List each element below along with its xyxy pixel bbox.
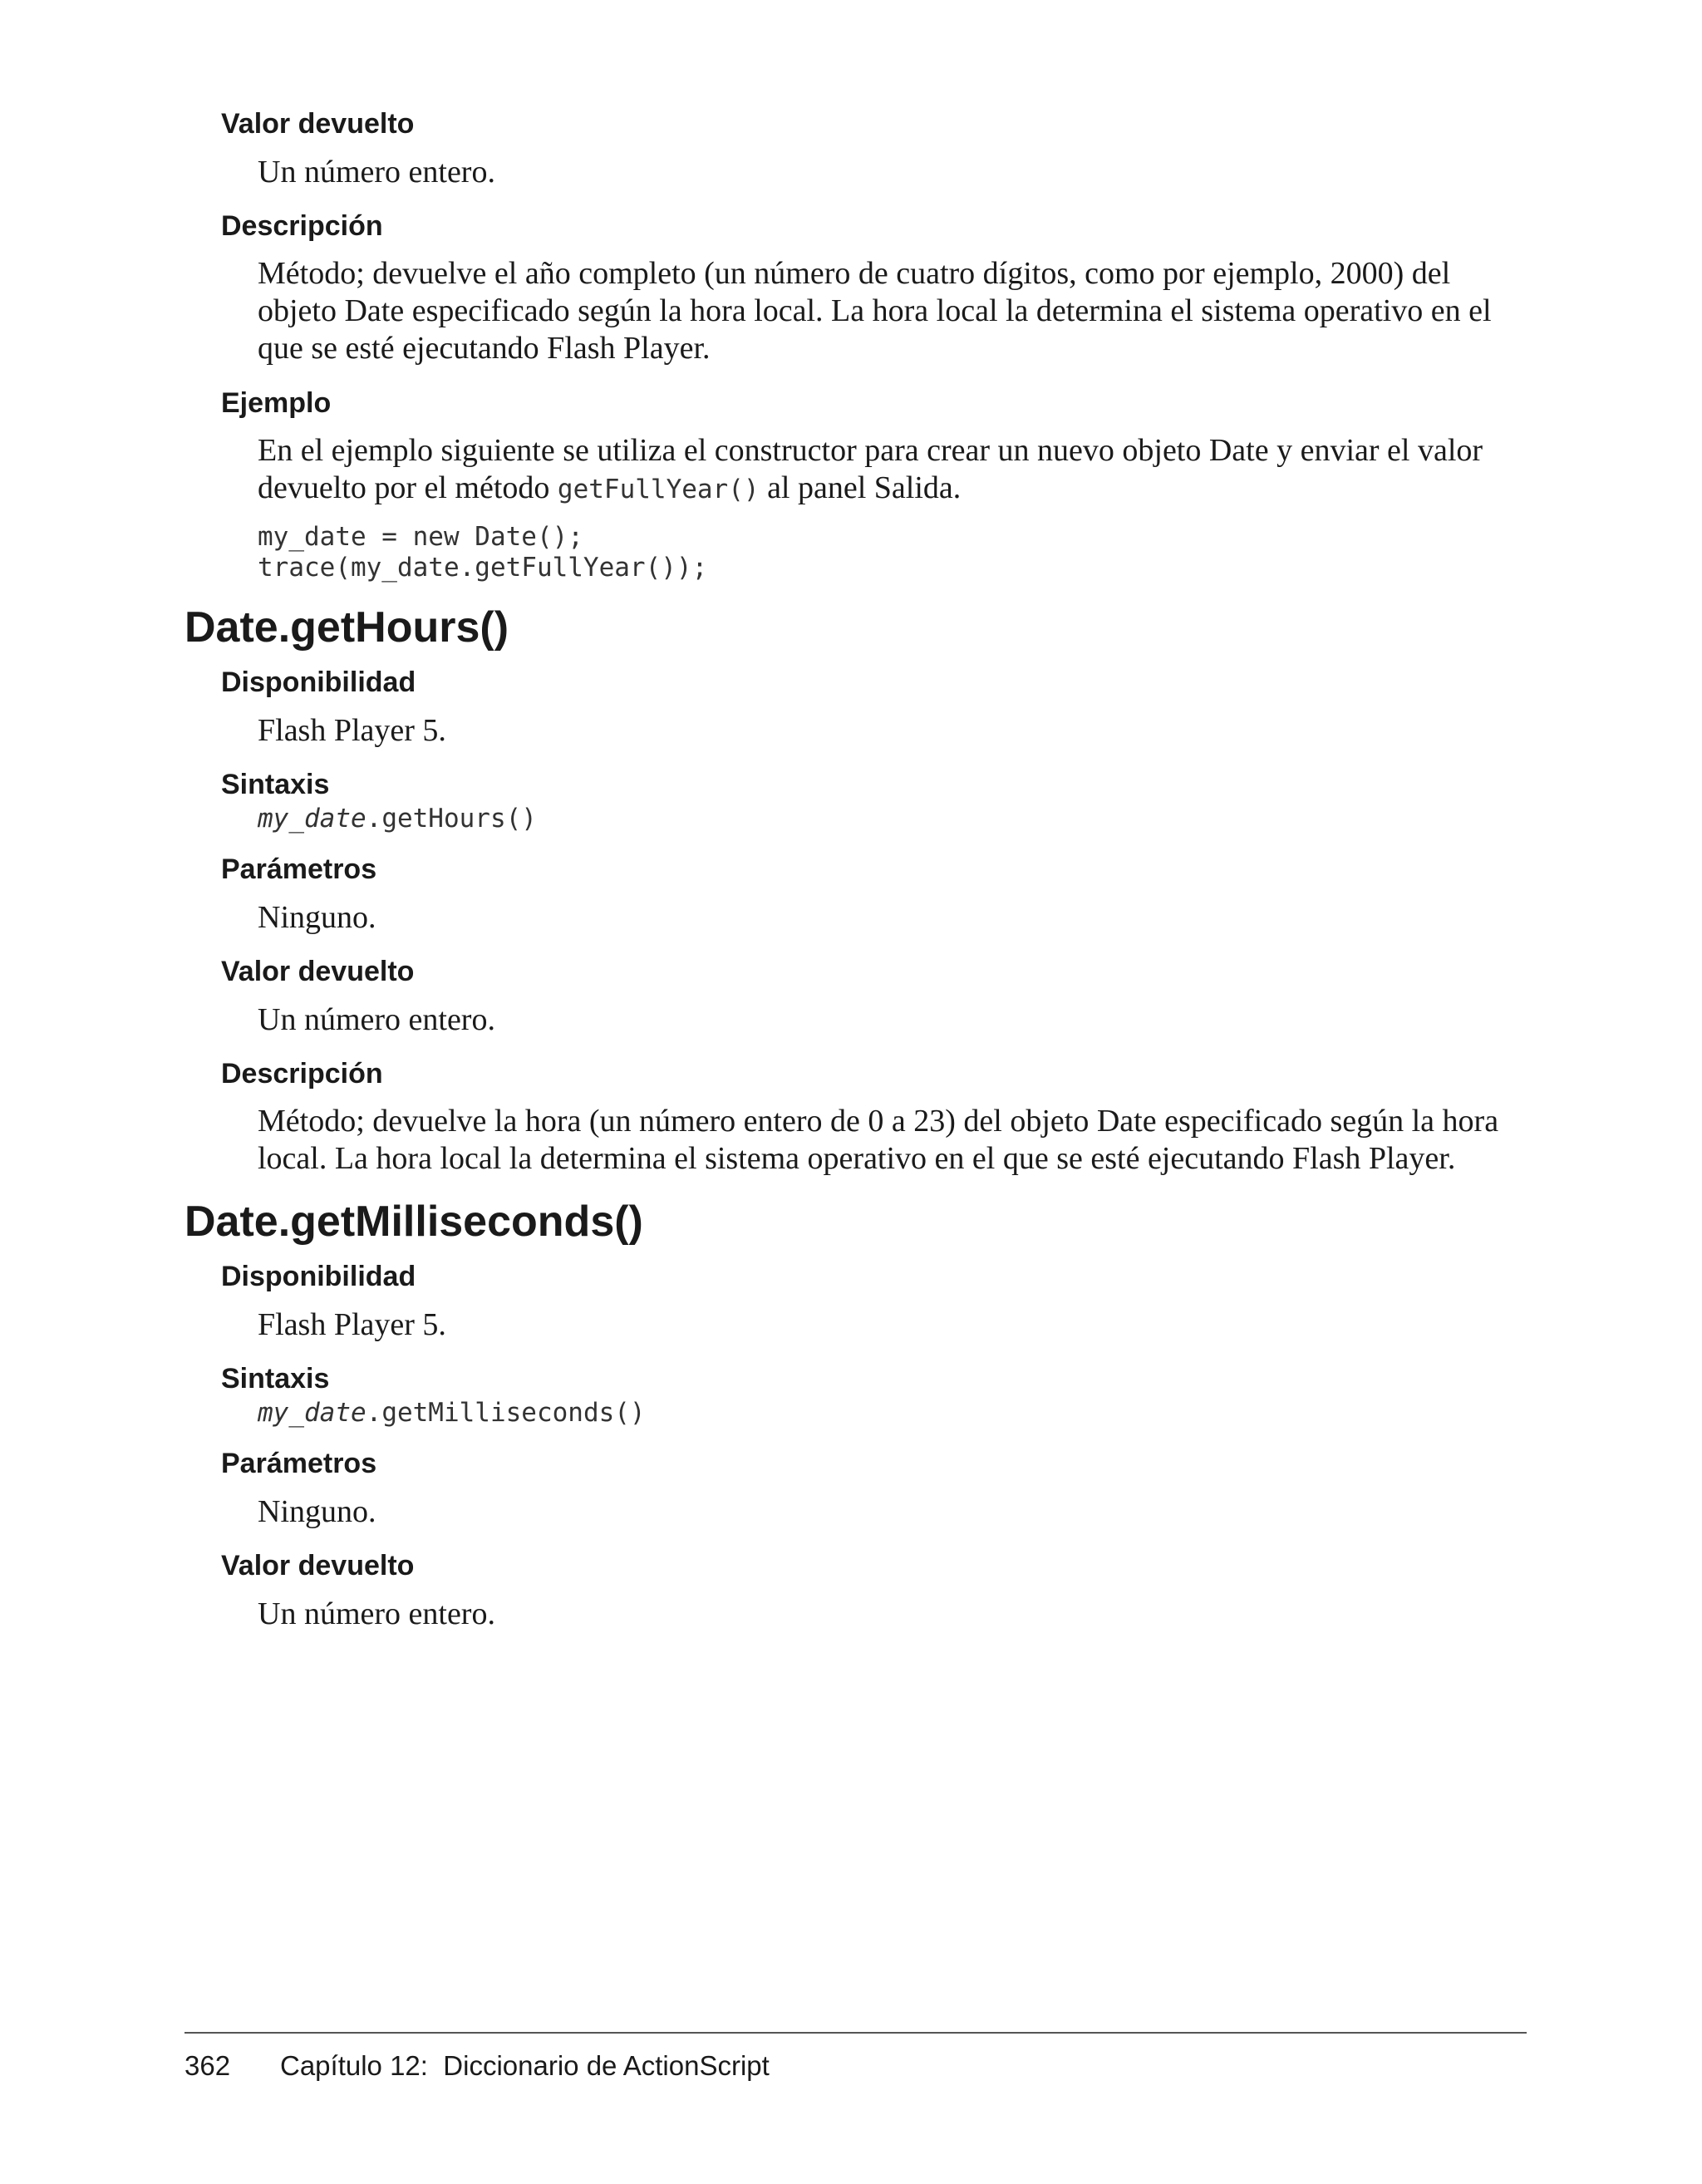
ejemplo-text-before: En el ejemplo siguiente se utiliza el constructor para crear un nuevo objeto Date y enviar el valor devuelto por el método — [258, 433, 1483, 505]
sintaxis-method: .getMilliseconds() — [366, 1398, 646, 1428]
section-title-gethours: Date.getHours() — [184, 603, 509, 652]
code-line: trace(my_date.getFullYear()); — [258, 553, 708, 583]
section-title-getmilliseconds: Date.getMilliseconds() — [184, 1198, 643, 1246]
disponibilidad-heading: Disponibilidad — [221, 667, 416, 698]
valor-devuelto-heading: Valor devuelto — [221, 956, 415, 987]
disponibilidad-heading: Disponibilidad — [221, 1261, 416, 1292]
sintaxis-method: .getHours() — [366, 804, 537, 834]
descripcion-text: Método; devuelve el año completo (un número de cuatro dígitos, como por ejemplo, 2000) del objeto Date especificado según la hora local. La hora local la determina el sistema operativo en el que se esté ejecutando Flash Player. — [258, 256, 1492, 366]
parametros-text: Ninguno. — [258, 900, 376, 935]
ejemplo-text — [258, 432, 1527, 509]
sintaxis-heading: Sintaxis — [221, 1363, 330, 1395]
descripcion-text: Método; devuelve la hora (un número entero de 0 a 23) del objeto Date especificado según la hora local. La hora local la determina el sistema operativo en el que se esté ejecutando Flash Player. — [258, 1104, 1499, 1176]
valor-devuelto-text: Un número entero. — [258, 1002, 495, 1037]
descripcion-heading: Descripción — [221, 210, 383, 242]
ejemplo-code-block — [258, 522, 1527, 583]
valor-devuelto-heading: Valor devuelto — [221, 108, 415, 140]
disponibilidad-text: Flash Player 5. — [258, 1307, 446, 1342]
parametros-heading: Parámetros — [221, 1448, 377, 1479]
sintaxis-heading: Sintaxis — [221, 769, 330, 800]
page-number: 362 — [184, 2050, 231, 2081]
code-line: my_date = new Date(); — [258, 522, 583, 552]
disponibilidad-text: Flash Player 5. — [258, 713, 446, 748]
sintaxis-object: my_date — [258, 1398, 366, 1428]
chapter-title: Capítulo 12: Diccionario de ActionScript — [280, 2050, 770, 2081]
sintaxis-code — [258, 804, 1527, 834]
sintaxis-code — [258, 1398, 1527, 1429]
footer-divider — [184, 2032, 1527, 2034]
valor-devuelto-text: Un número entero. — [258, 155, 495, 189]
page-footer — [184, 2049, 770, 2083]
valor-devuelto-heading: Valor devuelto — [221, 1550, 415, 1581]
sintaxis-object: my_date — [258, 804, 366, 834]
parametros-text: Ninguno. — [258, 1494, 376, 1529]
ejemplo-inline-code: getFullYear() — [557, 475, 760, 504]
ejemplo-heading: Ejemplo — [221, 387, 332, 419]
descripcion-heading: Descripción — [221, 1058, 383, 1090]
parametros-heading: Parámetros — [221, 853, 377, 885]
page-content — [184, 106, 1527, 1633]
ejemplo-text-after: al panel Salida. — [759, 470, 962, 505]
valor-devuelto-text: Un número entero. — [258, 1596, 495, 1631]
